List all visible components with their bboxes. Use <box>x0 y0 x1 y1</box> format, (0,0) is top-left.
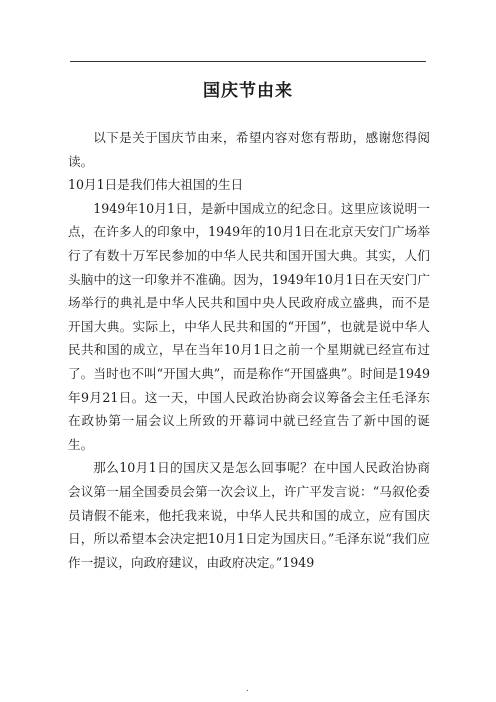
footer-mark: . <box>246 684 249 694</box>
paragraph-2: 那么10月1日的国庆又是怎么回事呢？在中国人民政治协商会议第一届全国委员会第一次会议上，许广平发言说：“马叙伦委员请假不能来，他托我来说，中华人民共和国的成立，应有国庆日，所以希望本会决定把10月1日定为国庆日。”毛泽东说“我们应作一提议，向政府建议，由政府决定。”1949 <box>68 460 430 570</box>
paragraph-1: 1949年10月1日，是新中国成立的纪念日。这里应该说明一点，在许多人的印象中，1949年的10月1日在北京天安门广场举行了有数十万军民参加的中华人民共和国开国大典。其实，人们头脑中的这一印象并不准确。因为，1949年10月1日在天安门广场举行的典礼是中华人民共和国中央人民政府成立盛典，而不是开国大典。实际上，中华人民共和国的“开国”，也就是说中华人民共和国的成立，早在当年10月1日之前一个星期就已经宣布过了。当时也不叫“开国大典”，而是称作“开国盛典”。时间是1949年9月21日。这一天，中国人民政治协商会议筹备会主任毛泽东在政协第一届会议上所致的开幕词中就已经宣告了新中国的诞生。 <box>68 200 430 452</box>
header-rule <box>70 61 426 62</box>
paragraph-heading: 10月1日是我们伟大祖国的生日 <box>68 177 244 193</box>
page-title: 国庆节由来 <box>203 81 293 101</box>
document-body <box>68 126 430 574</box>
paragraph-intro: 以下是关于国庆节由来，希望内容对您有帮助，感谢您得阅读。 <box>68 130 430 169</box>
